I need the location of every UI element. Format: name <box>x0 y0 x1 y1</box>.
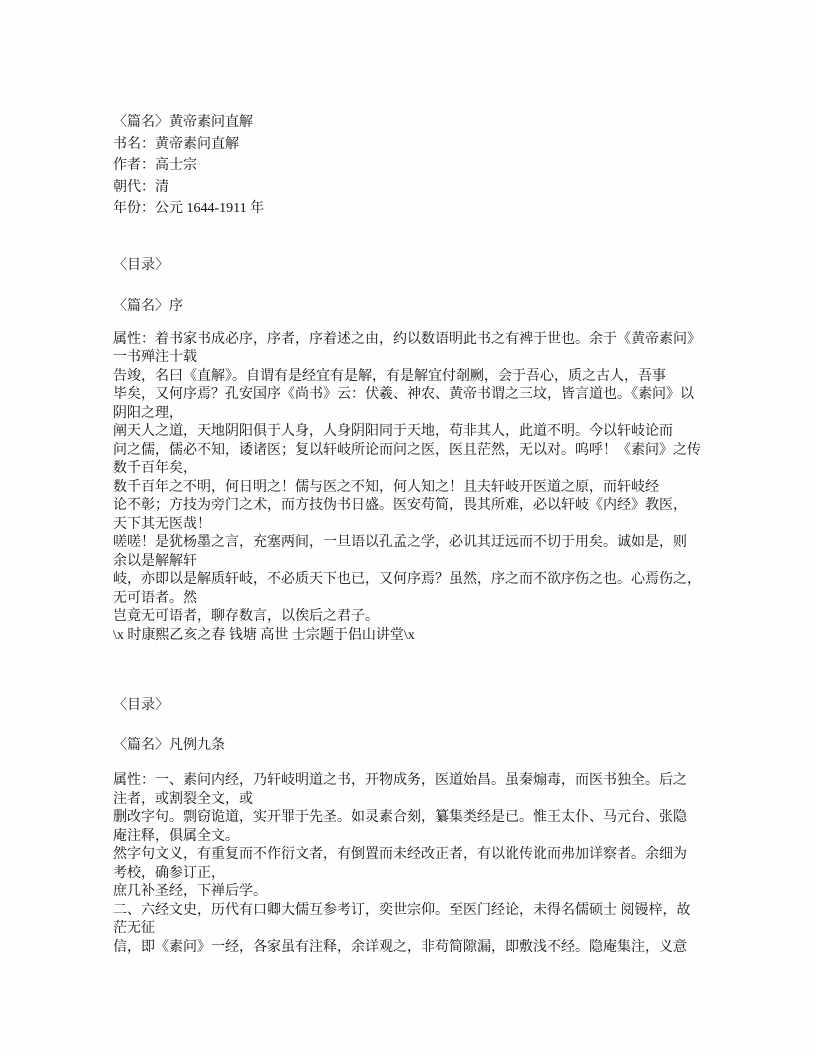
metadata-block <box>113 112 723 220</box>
text-line: 属性：着书家书成必序，序者，序着述之由，约以数语明此书之有裨于世也。余于《黄帝素问》 <box>113 331 701 347</box>
text-line-signature: \x 时康熙乙亥之春 钱塘 高世 士宗题于侣山讲堂\x <box>113 627 415 643</box>
text-line: 庶几补圣经，下禅后学。 <box>113 884 267 899</box>
text-line: 无可语者。然 <box>113 590 197 606</box>
meta-line-dynasty: 朝代：清 <box>113 179 169 195</box>
text-line: 然字句文义，有重复而不作衍文者，有倒置而未经改正者，有以讹传讹而弗加详察者。余细为 <box>113 847 687 862</box>
text-line: 岂竟无可语者，聊存数言，以俟后之君子。 <box>113 609 379 624</box>
text-line: 考校，确参订正， <box>113 865 225 881</box>
text-line: 问之儒，儒必不知，诿诸医；复以轩岐所论而问之医，医且茫然，无以对。呜呼！《素问》之传 <box>113 442 701 458</box>
text-line: 数千百年矣， <box>113 461 197 476</box>
text-line: 属性：一、素问内经，乃轩岐明道之书，开物成务，医道始昌。虽秦煽毒，而医书独全。后之 <box>113 773 687 788</box>
text-line: 论不彰；方技为旁门之术，而方技伪书日盛。医安苟简，畏其所难，必以轩岐《内经》教医， <box>113 498 687 513</box>
section-body-preface <box>113 331 723 646</box>
text-line: 嗟嗟！是犹杨墨之言，充塞两间，一旦语以孔孟之学，必讥其迂远而不切于用矣。诚如是，则 <box>113 535 687 550</box>
text-line: 注者，或割裂全文，或 <box>113 791 253 807</box>
text-line: 余以是解解轩 <box>113 553 197 569</box>
text-line: 阴阳之理， <box>113 405 183 421</box>
document-content <box>113 112 723 957</box>
text-line: 天下其无医哉！ <box>113 516 211 532</box>
section-title-fanli: 〈篇名〉凡例九条 <box>113 737 225 753</box>
text-line: 岐，亦即以是解质轩岐，不必质天下也已，又何序焉？虽然，序之而不欲序伤之也。心焉伤之， <box>113 572 701 587</box>
text-line: 数千百年之不明，何日明之！儒与医之不知，何人知之！且夫轩岐开医道之原，而轩岐经 <box>113 479 659 495</box>
text-line: 告竣，名曰《直解》。自谓有是经宜有是解，有是解宜付剞劂，会于吾心，质之古人，吾事 <box>113 368 666 384</box>
meta-line-pianming: 〈篇名〉黄帝素问直解 <box>113 115 253 130</box>
text-line: 信，即《素问》一经，各家虽有注释，余详观之，非苟简隙漏，即敷浅不经。隐庵集注，义意 <box>113 939 687 955</box>
text-line: 阐天人之道，天地阴阳俱于人身，人身阴阳同于天地，苟非其人，此道不明。今以轩岐论而 <box>113 424 673 439</box>
meta-line-book-title: 书名：黄帝素问直解 <box>113 136 239 152</box>
toc-marker-2: 〈目录〉 <box>113 698 169 713</box>
text-line: 毕矣，又何序焉？孔安国序《尚书》云：伏羲、神农、黄帝书谓之三坟，皆言道也。《素问》以 <box>113 387 694 402</box>
text-line: 茫无征 <box>113 921 155 936</box>
text-line: 删改字句。剽窃诡道，实开罪于先圣。如灵素合刻，纂集类经是已。惟王太仆、马元台、张隐 <box>113 810 687 825</box>
toc-marker-1: 〈目录〉 <box>113 257 169 273</box>
section-title-preface: 〈篇名〉序 <box>113 299 183 314</box>
meta-line-year: 年份：公元 1644-1911 年 <box>113 201 265 216</box>
text-line: 庵注释，俱属全文。 <box>113 828 239 844</box>
section-body-fanli <box>113 772 723 957</box>
text-line: 二、六经文史，历代有口卿大儒互参考订，奕世宗仰。至医门经论，未得名儒硕士 阅镘梓，故 <box>113 902 691 918</box>
text-line: 一书殚注十载 <box>113 350 197 365</box>
meta-line-author: 作者：高士宗 <box>113 158 197 173</box>
